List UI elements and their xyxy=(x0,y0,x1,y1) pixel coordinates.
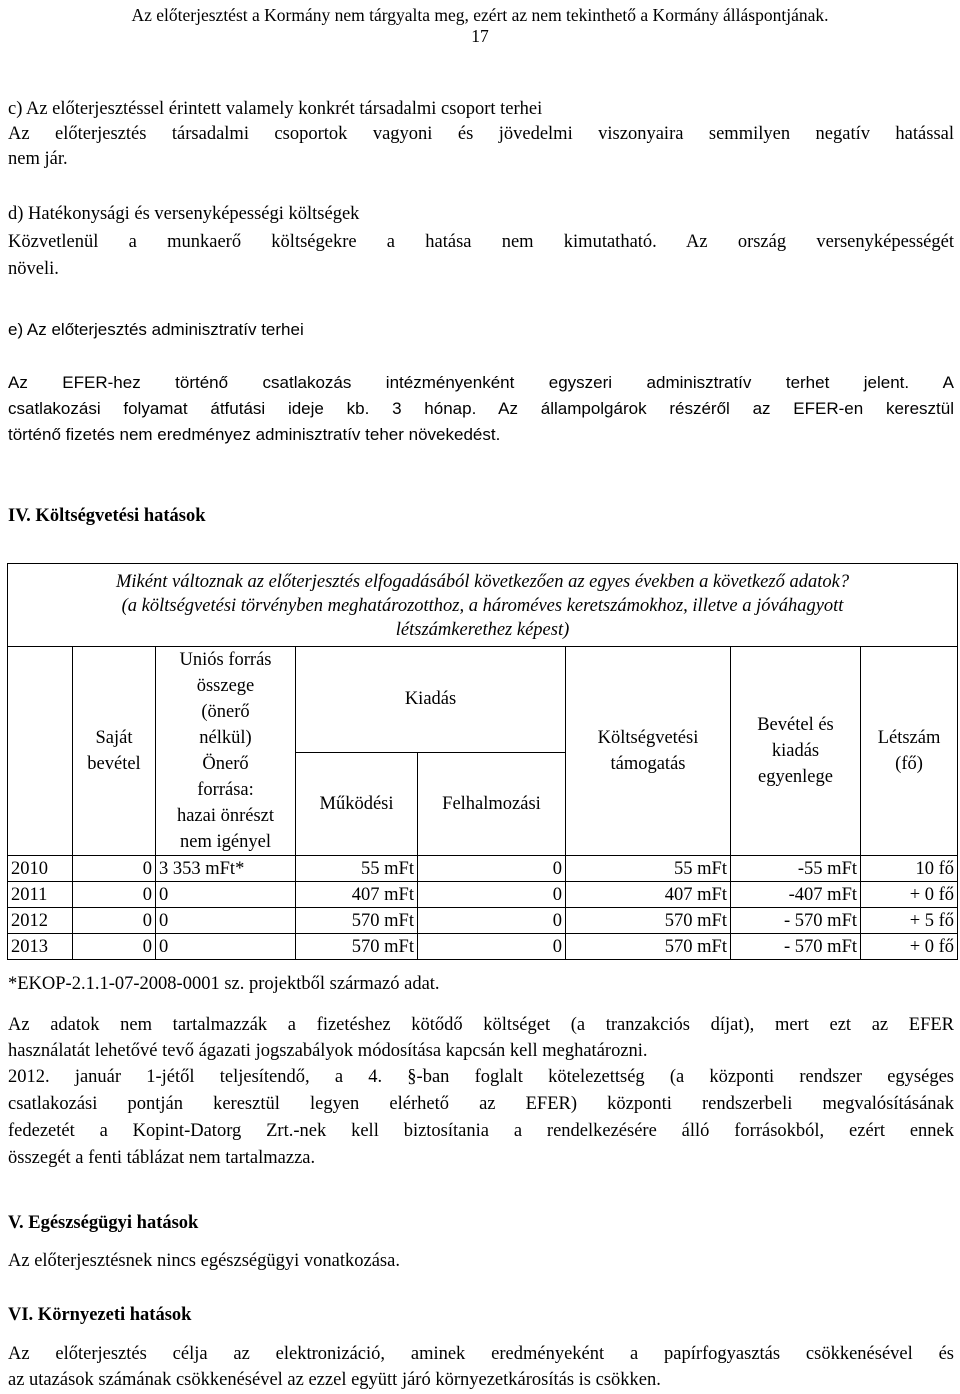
header-text: Uniós forrás xyxy=(179,650,272,670)
section-v-text-line: Az előterjesztésnek nincs egészségügyi vonatkozása. xyxy=(8,1251,400,1271)
header-unios-forras xyxy=(156,647,296,856)
cell-felhalmozasi: 0 xyxy=(418,882,566,908)
header-text: hazai önrészt xyxy=(176,806,275,826)
cell-unios: 0 xyxy=(156,908,296,934)
header-text: nélkül) xyxy=(199,728,252,748)
section-d-text-line: Közvetlenül a munkaerő költségekre a hatása nem kimutatható. Az ország versenyképességét xyxy=(8,232,954,252)
cell-mukodesi: 407 mFt xyxy=(296,882,418,908)
cell-sajat: 0 xyxy=(73,882,156,908)
cell-felhalmozasi: 0 xyxy=(418,908,566,934)
section-iv-heading: IV. Költségvetési hatások xyxy=(8,506,206,526)
cell-felhalmozasi: 0 xyxy=(418,934,566,960)
cell-felhalmozasi: 0 xyxy=(418,856,566,882)
table-title-line: Miként változnak az előterjesztés elfogadásából következően az egyes években a következő adatok? xyxy=(116,572,850,592)
header-mukodesi: Működési xyxy=(296,752,418,855)
header-text: támogatás xyxy=(610,754,686,774)
cell-letszam: + 0 fő xyxy=(861,882,958,908)
cell-letszam: + 5 fő xyxy=(861,908,958,934)
section-c-text-line: nem jár. xyxy=(8,149,68,169)
table-title-line: (a költségvetési törvényben meghatározotthoz, a hároméves keretszámokhoz, illetve a jóváhagyott xyxy=(121,596,844,616)
page-header-note: Az előterjesztést a Kormány nem tárgyalta meg, ezért az nem tekinthető a Kormány álláspontjának. xyxy=(131,5,829,25)
header-koltsegvetesi-tamogatas xyxy=(566,647,731,856)
table-row xyxy=(8,882,958,908)
cell-egyenleg: - 570 mFt xyxy=(731,908,861,934)
header-text: kiadás xyxy=(771,741,820,761)
cell-egyenleg: - 570 mFt xyxy=(731,934,861,960)
header-bevetel-kiadas-egyenleg xyxy=(731,647,861,856)
header-text: Költségvetési xyxy=(597,728,699,748)
header-letszam xyxy=(861,647,958,856)
cell-tamogatas: 570 mFt xyxy=(566,934,731,960)
section-vi-text-line: Az előterjesztés célja az elektronizáció, aminek eredményeként a papírfogyasztás csökkenésével és xyxy=(8,1344,954,1364)
section-iv-text-line: csatlakozási pontján keresztül legyen elérhető az EFER) központi rendszerbeli megvalósításának xyxy=(8,1094,954,1114)
cell-year: 2011 xyxy=(8,882,73,908)
section-v-heading: V. Egészségügyi hatások xyxy=(8,1213,199,1233)
header-text: Bevétel és xyxy=(757,715,834,735)
cell-mukodesi: 55 mFt xyxy=(296,856,418,882)
budget-table xyxy=(7,563,958,960)
section-e-heading: e) Az előterjesztés adminisztratív terhei xyxy=(8,320,304,339)
section-c-heading: c) Az előterjesztéssel érintett valamely konkrét társadalmi csoport terhei xyxy=(8,99,543,119)
section-vi-text-line: az utazások számának csökkenésével az ezzel együtt járó környezetkárosítás is csökken. xyxy=(8,1370,661,1390)
section-iv-text-line: összegét a fenti táblázat nem tartalmazza. xyxy=(8,1148,316,1168)
header-text: (önerő xyxy=(201,702,250,722)
section-c-text-line: Az előterjesztés társadalmi csoportok vagyoni és jövedelmi viszonyaira semmilyen negatív hatással xyxy=(8,124,954,144)
header-text: Létszám xyxy=(877,728,941,748)
header-text: Saját xyxy=(95,728,133,748)
cell-unios: 3 353 mFt* xyxy=(156,856,296,882)
header-text: nem igényel xyxy=(180,832,271,852)
header-text: forrása: xyxy=(197,780,254,800)
header-sajat-bevetel xyxy=(73,647,156,856)
cell-year: 2010 xyxy=(8,856,73,882)
cell-unios: 0 xyxy=(156,882,296,908)
table-title xyxy=(8,564,958,647)
section-e-text-line: csatlakozási folyamat átfutási ideje kb. 3 hónap. Az állampolgárok részéről az EFER-en keresztül xyxy=(8,399,954,418)
header-text: egyenlege xyxy=(758,767,833,787)
page-number: 17 xyxy=(471,26,489,46)
cell-letszam: 10 fő xyxy=(861,856,958,882)
section-iv-text-line: 2012. január 1-jétől teljesítendő, a 4. §-ban foglalt kötelezettség (a központi rendszer egységes xyxy=(8,1067,954,1087)
cell-mukodesi: 570 mFt xyxy=(296,908,418,934)
cell-egyenleg: -407 mFt xyxy=(731,882,861,908)
table-title-line: létszámkerethez képest) xyxy=(395,620,570,640)
cell-tamogatas: 407 mFt xyxy=(566,882,731,908)
section-d-text-line: növeli. xyxy=(8,259,59,279)
cell-year: 2012 xyxy=(8,908,73,934)
header-text: (fő) xyxy=(895,754,923,774)
cell-sajat: 0 xyxy=(73,908,156,934)
cell-egyenleg: -55 mFt xyxy=(731,856,861,882)
section-vi-heading: VI. Környezeti hatások xyxy=(8,1305,192,1325)
header-text: összege xyxy=(196,676,255,696)
cell-mukodesi: 570 mFt xyxy=(296,934,418,960)
section-d-heading: d) Hatékonysági és versenyképességi költségek xyxy=(8,204,360,224)
section-iv-text-line: fedezetét a Kopint-Datorg Zrt.-nek kell biztosítania a rendelkezésére álló forrásokból, ezért ennek xyxy=(8,1121,954,1141)
header-year-empty xyxy=(8,647,73,856)
header-kiadas: Kiadás xyxy=(296,647,566,753)
table-footnote: *EKOP-2.1.1-07-2008-0001 sz. projektből származó adat. xyxy=(8,974,440,994)
section-iv-text-line: Az adatok nem tartalmazzák a fizetéshez kötődő költséget (a tranzakciós díjat), mert ezt az EFER xyxy=(8,1015,954,1035)
cell-unios: 0 xyxy=(156,934,296,960)
table-row xyxy=(8,908,958,934)
section-iv-text-line: használatát lehetővé tevő ágazati jogszabályok módosítása kapcsán kell meghatározni. xyxy=(8,1041,648,1061)
cell-letszam: + 0 fő xyxy=(861,934,958,960)
table-row xyxy=(8,856,958,882)
header-text: bevétel xyxy=(87,754,141,774)
cell-tamogatas: 55 mFt xyxy=(566,856,731,882)
cell-sajat: 0 xyxy=(73,856,156,882)
cell-tamogatas: 570 mFt xyxy=(566,908,731,934)
header-felhalmozasi: Felhalmozási xyxy=(418,752,566,855)
section-e-text-line: Az EFER-hez történő csatlakozás intézményenként egyszeri adminisztratív terhet jelent. A xyxy=(8,373,954,392)
cell-sajat: 0 xyxy=(73,934,156,960)
table-row xyxy=(8,934,958,960)
section-e-text-line: történő fizetés nem eredményez adminisztratív teher növekedést. xyxy=(8,425,501,444)
cell-year: 2013 xyxy=(8,934,73,960)
header-text: Önerő xyxy=(202,754,249,774)
